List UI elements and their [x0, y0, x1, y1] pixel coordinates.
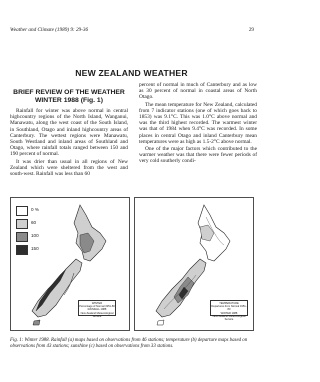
paragraph: The mean temperature for New Zealand, calculated from 7 indicator stations (one of which goes back to 1853) was 9.1°C. This was 1.0°C above normal and was the third highest recorded. The warmest winter was that of 1984 when 9.4°C was recorded. In some places in central Otago and inland Canterbury mean temperatures were as high as 1.5-2°C above normal.	[139, 101, 257, 145]
temperature-map	[134, 197, 254, 331]
left-column	[10, 82, 128, 177]
rainfall-map-caption	[78, 300, 116, 316]
figure-caption: Fig. 1: Winter 1988. Rainfall (a) maps based on observations from 46 stations; temperature (b) departure maps based on observations from 43 stations; sunshine (c) based on observations from 33 stations.	[10, 338, 248, 349]
paragraph: It was drier than usual in all regions of New Zealand which were sheltered from the west and south-west. Rainfall was less than 60	[10, 158, 128, 178]
caption-line: RAINFALL 1988	[87, 308, 107, 312]
caption-line: New Zealand Meteorological Service	[212, 314, 246, 322]
section-heading	[10, 89, 128, 105]
legend-swatch	[16, 245, 28, 255]
legend-label: 60	[31, 220, 37, 225]
caption-line: TEMPERATURE	[219, 302, 239, 305]
legend-item	[16, 231, 44, 244]
section-heading-line2: WINTER 1988 (Fig. 1)	[35, 97, 103, 104]
caption-line: Percentage of Normal 1951-80	[79, 305, 115, 309]
rainfall-legend	[16, 205, 44, 257]
paragraph: One of the major factors which contributed to the warmer weather was that there were fewer periods of very cold southerly condi-	[139, 146, 257, 165]
legend-swatch	[16, 206, 28, 216]
page-number: 29	[248, 27, 254, 33]
legend-label: 150	[31, 246, 39, 251]
caption-line: WINTER	[91, 302, 103, 305]
running-header	[10, 27, 254, 35]
legend-item	[16, 205, 44, 218]
figure-maps	[10, 197, 254, 331]
caption-line: New Zealand Meteorological Service	[80, 311, 114, 318]
caption-line: WINTER 1988	[220, 311, 238, 315]
legend-item	[16, 244, 44, 257]
temperature-map-caption	[210, 300, 248, 322]
page-title: NEW ZEALAND WEATHER	[75, 68, 188, 78]
legend-swatch	[16, 232, 28, 242]
caption-line: Departures from Normal 1951-80	[211, 305, 247, 312]
journal-citation: Weather and Climate (1989) 9: 29-36	[10, 27, 89, 33]
paragraph: percent of normal in much of Canterbury and as low as 30 percent of normal in coastal areas of North Otago.	[139, 82, 257, 101]
right-column	[139, 82, 257, 165]
rainfall-map	[10, 197, 130, 331]
legend-label: 0 %	[31, 207, 39, 212]
legend-swatch	[16, 219, 28, 229]
legend-item	[16, 218, 44, 231]
legend-label: 100	[31, 233, 39, 238]
section-heading-line1: BRIEF REVIEW OF THE WEATHER	[13, 89, 125, 96]
paragraph: Rainfall for winter was above normal in central highcountry regions of the North Island, Wanganui, Manawatu, along the west coast of the South Island, in Southland, Otago and inland highcountry areas of Canterbury. The wettest regions were Manawatu, South Westland and inland areas of Southland and Otago, where rainfall totals ranged between 150 and 190 percent of normal.	[10, 108, 128, 158]
